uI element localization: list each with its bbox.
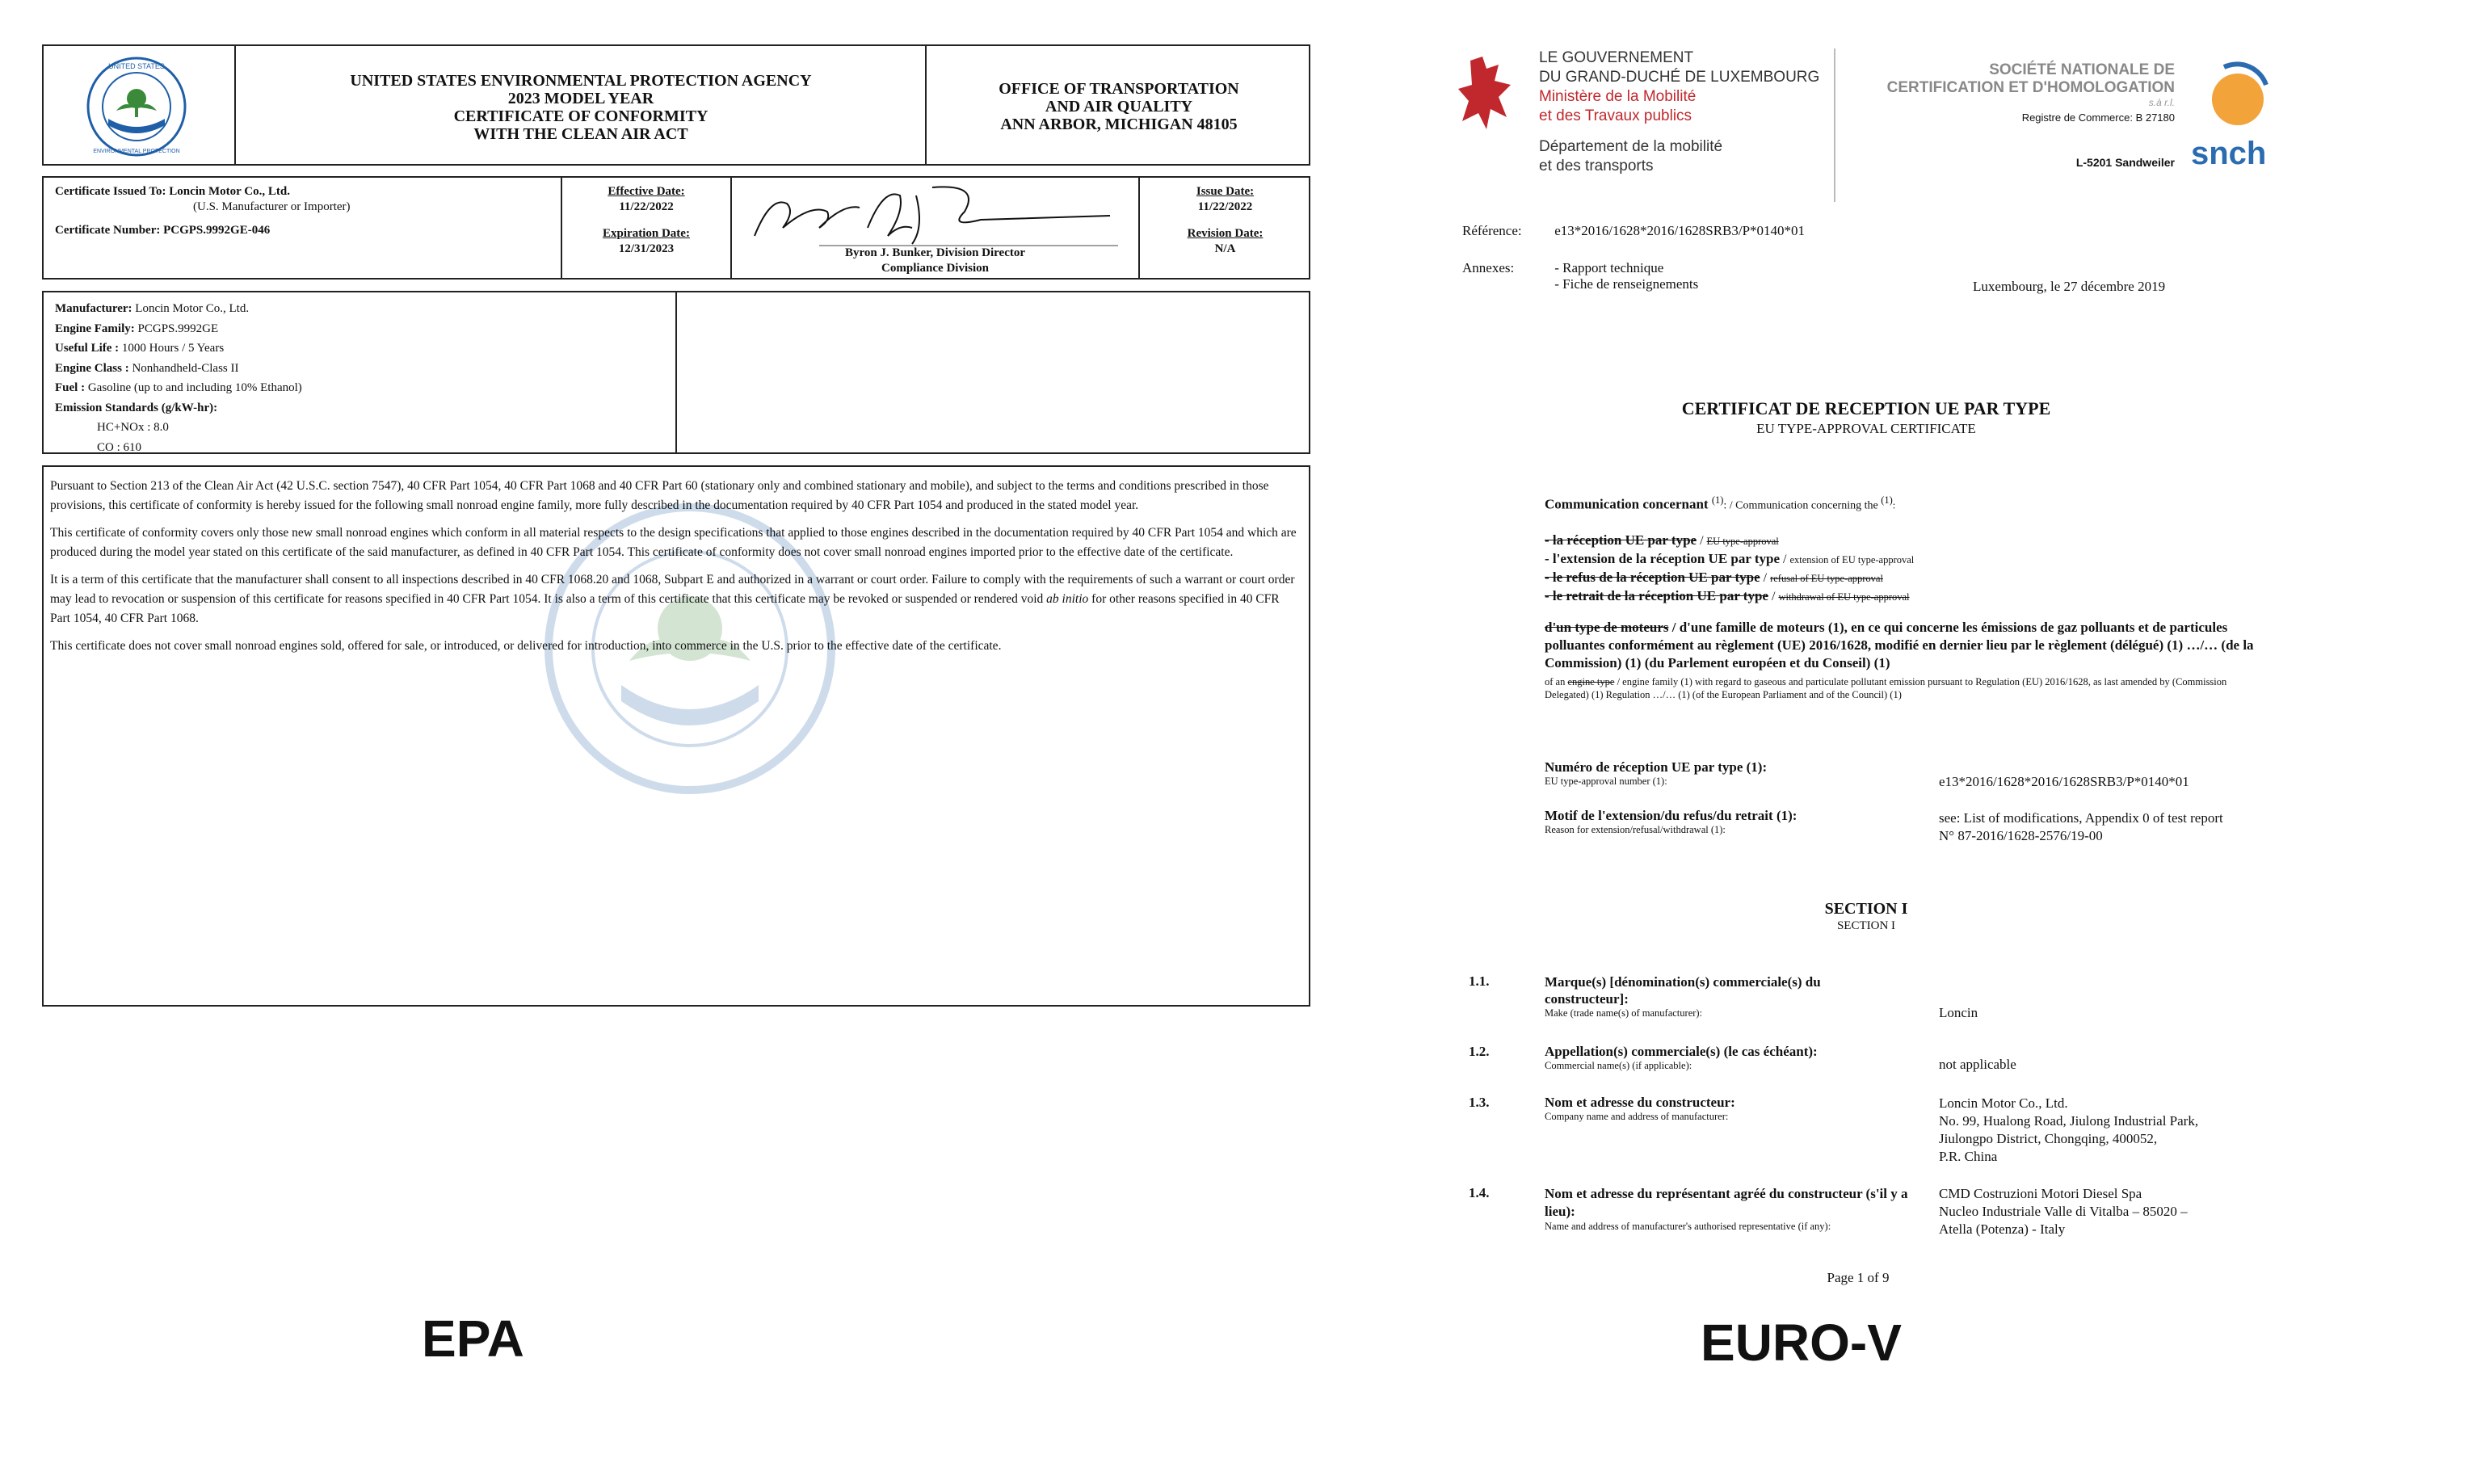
epa-body-box [42, 465, 1310, 1007]
epa-issuance-box [42, 176, 1310, 280]
page-number: Page 1 of 9 [1827, 1270, 1890, 1285]
issue-date-label: Issue Date: [1196, 185, 1255, 198]
issued-to-sub: (U.S. Manufacturer or Importer) [193, 200, 351, 213]
motif-value-2: N° 87-2016/1628-2576/19-00 [1939, 828, 2103, 843]
cert-number-label: Certificate Number: [55, 224, 161, 237]
snch-sarl: s.à r.l. [2148, 97, 2175, 108]
manufacturer-value: Loncin Motor Co., Ltd. [135, 302, 250, 315]
option-extension: - l'extension de la réception UE par type / extension of EU type-approval [1545, 551, 1915, 566]
snch-block [1858, 61, 2175, 169]
motif-value-1: see: List of modifications, Appendix 0 of test report [1939, 810, 2223, 826]
annex-2: - Fiche de renseignements [1554, 276, 1699, 292]
luxembourg-lion-icon [1454, 53, 1517, 133]
approval-number-label: Numéro de réception UE par type (1): [1545, 759, 1768, 775]
fuel-value: Gasoline (up to and including 10% Ethanol) [87, 381, 302, 394]
snch-address: L-5201 Sandweiler [2075, 156, 2175, 169]
snch-logo-text: snch [2191, 136, 2267, 171]
option-refus: - le refus de la réception UE par type / refusal of EU type-approval [1545, 570, 1883, 585]
useful-life-value: 1000 Hours / 5 Years [121, 342, 225, 355]
epa-header-title: UNITED STATES ENVIRONMENTAL PROTECTION AGENCY 2023 MODEL YEAR CERTIFICATE OF CONFORMITY WITH THE CLEAN AIR ACT [350, 72, 812, 143]
lux-government-block [1539, 48, 1835, 202]
title-fr: CERTIFICAT DE RECEPTION UE PAR TYPE [1681, 398, 2051, 418]
useful-life-label: Useful Life : [55, 342, 120, 355]
snch-line-1: SOCIÉTÉ NATIONALE DE [1989, 61, 2175, 78]
epa-caption: EPA [422, 1310, 524, 1368]
reference-label: Référence: [1462, 223, 1522, 238]
title-en: EU TYPE-APPROVAL CERTIFICATE [1756, 421, 1976, 436]
snch-logo-icon [2193, 61, 2282, 141]
communication-line: Communication concernant $^{(1)}$: / Communication concerning the $^{(1)}$: [1545, 494, 1896, 512]
issued-to-value: Loncin Motor Co., Ltd. [169, 185, 290, 198]
effective-date-value: 11/22/2022 [619, 200, 674, 213]
epa-seal-icon [84, 54, 189, 159]
signature-image [738, 179, 1126, 250]
motif-sub: Reason for extension/refusal/withdrawal (1): [1545, 824, 1726, 835]
manufacturer-label: Manufacturer: [55, 302, 132, 315]
gov-line-2: DU GRAND-DUCHÉ DE LUXEMBOURG [1539, 69, 1820, 86]
epa-header-box [42, 44, 1310, 166]
dept-line-1: Département de la mobilité [1539, 138, 1723, 155]
section-title: SECTION I [1824, 900, 1908, 918]
epa-para-2: This certificate of conformity covers only those new small nonroad engines which conform in all material respects to the design specifications that applied to those engines described in the documentation required by 40 CFR Part 1054 and which are produced during the model year stated on this certificate of the said manufacturer, as defined in 40 CFR Part 1054. This certificate of conformity does not cover small nonroad engines imported prior to the effective date of the certificate. [50, 526, 1297, 559]
epa-engine-box [42, 291, 1310, 454]
gov-line-1: LE GOUVERNEMENT [1539, 49, 1694, 66]
cert-number-value: PCGPS.9992GE-046 [163, 224, 271, 237]
svg-text:ENVIRONMENTAL PROTECTION: ENVIRONMENTAL PROTECTION [93, 149, 180, 154]
gov-line-3: Ministère de la Mobilité [1539, 88, 1697, 105]
snch-line-2: CERTIFICATION ET D'HOMOLOGATION [1886, 79, 2175, 96]
expiration-date-value: 12/31/2023 [618, 242, 675, 255]
engine-family-paragraph: d'un type de moteurs / d'une famille de moteurs (1), en ce qui concerne les émissions de gaz polluants et de particules polluantes conformément au règlement (UE) 2016/1628, modifié en dernier lieu par le règlement (délégué) (1) …/… (de la Commission) (1) (du Parlement européen et du Conseil) (1) of an engine type / engine family (1) with regard to gaseous and particulate pollutant emission pursuant to Regulation (EU) 2016/1628, as last amended by (Commission Delegated) (1) Regulation …/… (1) (of the European Parliament and of the Council) (1) [1545, 620, 2254, 700]
signer-name: Byron J. Bunker, Division Director [844, 246, 1026, 259]
approval-number-value: e13*2016/1628*2016/1628SRB3/P*0140*01 [1939, 774, 2189, 789]
epa-para-3: It is a term of this certificate that the manufacturer shall consent to all inspections described in 40 CFR 1068.20 and 1068, Subpart E and authorized in a warrant or court order. Failure to comply with the requirements of such a warrant or court order may lead to revocation or suspension of this certificate for reasons specified in 40 CFR Part 1054. It is also a term of this certificate that this certificate may be revoked or suspended or rendered void ab initio for other reasons specified in 40 CFR Part 1054, 40 CFR Part 1068. [50, 573, 1295, 625]
svg-text:UNITED STATES: UNITED STATES [108, 62, 165, 70]
engine-class-label: Engine Class : [55, 361, 129, 375]
date-place: Luxembourg, le 27 décembre 2019 [1973, 279, 2166, 294]
dept-line-2: et des transports [1539, 158, 1654, 174]
communication-options [1545, 532, 1914, 606]
epa-para-1: Pursuant to Section 213 of the Clean Air Act (42 U.S.C. section 7547), 40 CFR Part 1054, 40 CFR Part 1068 and 40 CFR Part 60 (stationary only and combined stationary and mobile), and subject to the terms and conditions prescribed in those provisions, this certificate of conformity is hereby issued for the following small nonroad engine family, more fully described in the documentation required by 40 CFR Part 1054 and produced in the stated model year. [50, 479, 1269, 512]
expiration-date-label: Expiration Date: [603, 227, 690, 240]
effective-date-label: Effective Date: [608, 185, 685, 198]
fuel-label: Fuel : [55, 381, 86, 394]
epa-para-4: This certificate does not cover small nonroad engines sold, offered for sale, or introduced, or delivered for introduction, into commerce in the U.S. prior to the effective date of the certificate. [50, 639, 1002, 653]
option-retrait: - le retrait de la réception UE par type / withdrawal of EU type-approval [1545, 588, 1910, 603]
hc-nox-value: HC+NOx : 8.0 [97, 421, 169, 434]
co-value: CO : 610 [97, 440, 142, 454]
euro-caption: EURO-V [1701, 1314, 1902, 1372]
issued-to-label: Certificate Issued To: [55, 185, 166, 198]
epa-body-text [50, 477, 1302, 664]
family-label: Engine Family: [55, 322, 135, 335]
signer-division: Compliance Division [881, 262, 989, 275]
gov-line-4: et des Travaux publics [1539, 107, 1692, 124]
snch-registre: Registre de Commerce: B 27180 [2021, 111, 2175, 124]
motif-label: Motif de l'extension/du refus/du retrait (1): [1545, 808, 1798, 823]
reference-value: e13*2016/1628*2016/1628SRB3/P*0140*01 [1554, 223, 1806, 238]
revision-date-value: N/A [1214, 242, 1236, 255]
option-reception: - la réception UE par type / EU type-approval [1545, 532, 1779, 548]
issue-date-value: 11/22/2022 [1197, 200, 1253, 213]
annexes-label: Annexes: [1462, 260, 1515, 275]
approval-number-sub: EU type-approval number (1): [1545, 776, 1667, 787]
emission-standards-label: Emission Standards (g/kW-hr): [55, 401, 218, 414]
annex-1: - Rapport technique [1554, 260, 1664, 275]
revision-date-label: Revision Date: [1187, 227, 1264, 240]
family-value: PCGPS.9992GE [137, 322, 219, 335]
epa-header-office: OFFICE OF TRANSPORTATION AND AIR QUALITY ANN ARBOR, MICHIGAN 48105 [999, 80, 1239, 133]
section-sub: SECTION I [1836, 919, 1896, 932]
engine-class-value: Nonhandheld-Class II [132, 361, 239, 375]
